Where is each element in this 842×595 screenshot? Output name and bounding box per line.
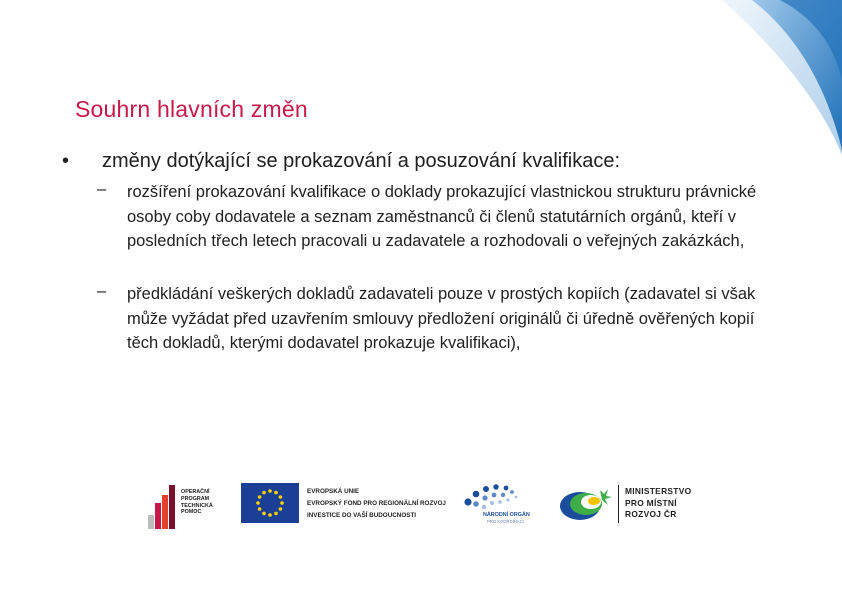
eu-text xyxy=(307,486,446,522)
ko-logo-subtext: PRO KOORDINACI xyxy=(487,519,524,524)
slide-title: Souhrn hlavních změn xyxy=(75,96,308,122)
op-logo xyxy=(148,483,240,529)
eu-text-line: EVROPSKÁ UNIE xyxy=(307,488,360,495)
blue-swoosh-decoration xyxy=(722,0,842,160)
logo-strip xyxy=(140,478,720,538)
op-bars-logo xyxy=(148,485,176,529)
mmr-logo-text: MINISTERSTVO PRO MÍSTNÍ ROZVOJ ČR xyxy=(625,486,692,519)
sub-item-text: rozšíření prokazování kvalifikace o doklady prokazující vlastnickou strukturu právnické osoby coby dodavatele a seznam zaměstnanců či členů statutárních orgánů, kteří v posledních třech letech pracovali u zadavatele a rozhodovali o veřejných zakázkách, xyxy=(127,183,757,250)
eu-flag-icon xyxy=(241,483,299,523)
bullet-text: změny dotýkající se prokazování a posuzování kvalifikace: xyxy=(102,150,621,172)
ko-logo-text: NÁRODNÍ ORGÁN xyxy=(483,512,530,518)
sub-item-dash: – xyxy=(97,282,107,300)
sub-item-text: předkládání veškerých dokladů zadavateli pouze v prostých kopiích (zadavatel si však může vyžádat před uzavřením smlouvy předložení originálů či úředně ověřených kopií těch dokladů, kterými dodavatel prokazuje kvalifikaci), xyxy=(127,285,756,352)
mmr-logo xyxy=(558,482,618,526)
op-logo-text: OPERAČNÍ PROGRAM TECHNICKÁ POMOC xyxy=(181,489,213,516)
mmr-divider xyxy=(618,485,619,523)
bullet-symbol: • xyxy=(62,150,70,172)
eu-text-line: EVROPSKÝ FOND PRO REGIONÁLNÍ ROZVOJ xyxy=(307,500,446,507)
eu-text-line: INVESTICE DO VAŠÍ BUDOUCNOSTI xyxy=(307,512,417,519)
sub-item-dash: – xyxy=(97,180,107,198)
